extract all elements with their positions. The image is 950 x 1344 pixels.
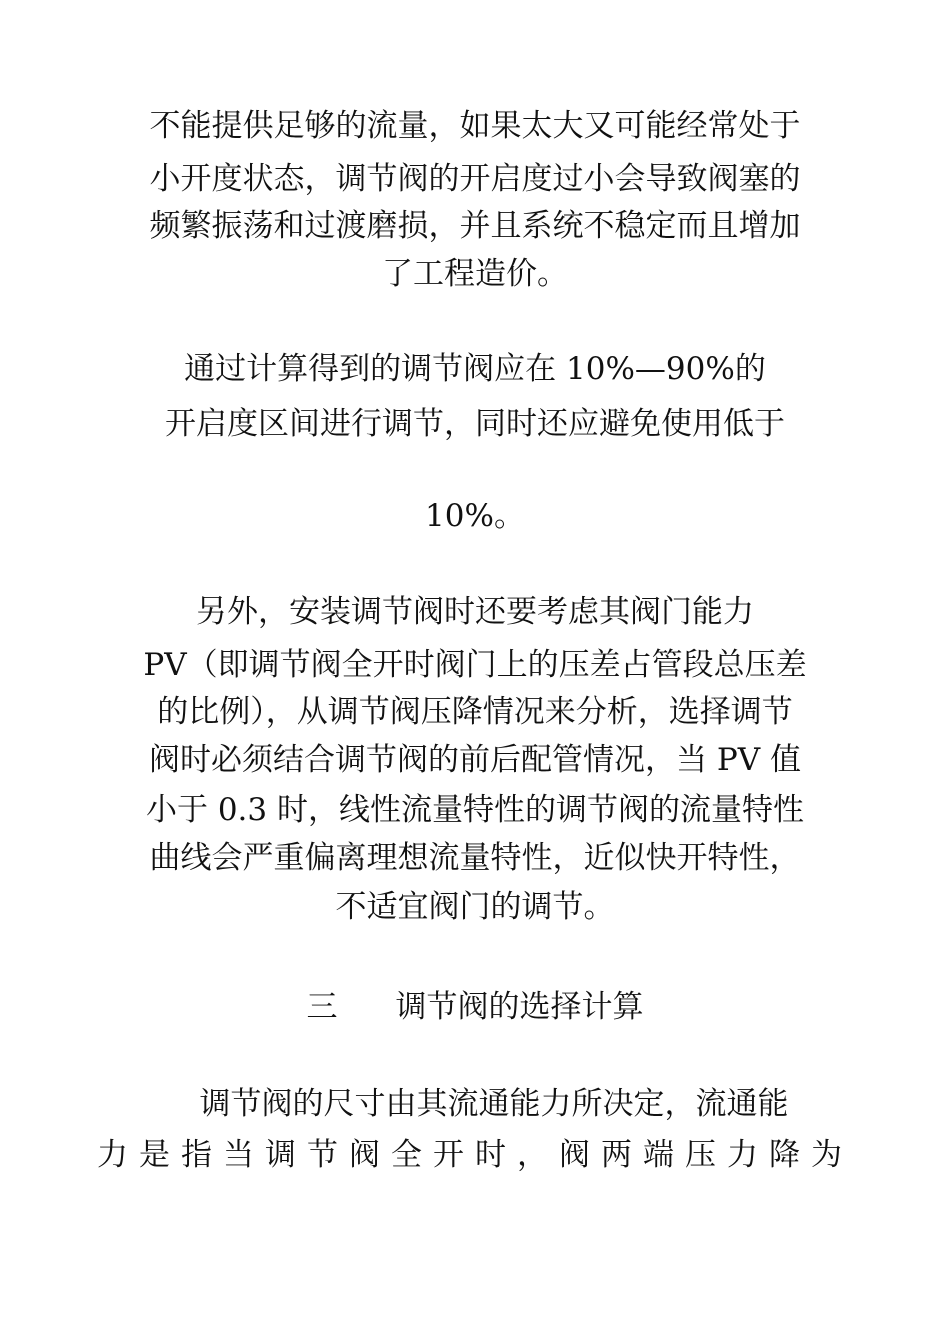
section-number: 三 (306, 989, 338, 1025)
paragraph-4-line-1: 调节阀的尺寸由其流通能力所决定，流通能 (199, 1086, 789, 1122)
paragraph-3-line-1: 另外，安装调节阀时还要考虑其阀门能力 (196, 594, 754, 630)
section-title: 调节阀的选择计算 (395, 989, 644, 1025)
paragraph-3-line-5: 小于 0.3 时，线性流量特性的调节阀的流量特性 (145, 792, 804, 828)
paragraph-3-line-7: 不适宜阀门的调节。 (335, 889, 615, 925)
paragraph-2-line-1: 通过计算得到的调节阀应在 10%—90%的 (184, 351, 766, 387)
paragraph-2-line-2: 开启度区间进行调节，同时还应避免使用低于 (165, 406, 785, 442)
paragraph-1-line-3: 频繁振荡和过渡磨损，并且系统不稳定而且增加 (149, 208, 801, 244)
paragraph-3-line-3: 的比例），从调节阀压降情况来分析，选择调节 (157, 694, 793, 730)
paragraph-3-line-4: 阀时必须结合调节阀的前后配管情况，当 PV 值 (149, 742, 801, 778)
paragraph-3-line-6: 曲线会严重偏离理想流量特性，近似快开特性， (149, 840, 801, 876)
paragraph-1-line-1: 不能提供足够的流量，如果太大又可能经常处于 (149, 108, 801, 144)
paragraph-2-line-3: 10%。 (425, 498, 525, 534)
paragraph-1-line-2: 小开度状态，调节阀的开启度过小会导致阀塞的 (149, 161, 801, 197)
paragraph-3-line-2: PV（即调节阀全开时阀门上的压差占管段总压差 (143, 647, 807, 683)
section-heading (0, 987, 950, 1027)
paragraph-4-line-2: 力是指当调节阀全开时，阀两端压力降为 (97, 1137, 853, 1173)
paragraph-1-line-4: 了工程造价。 (382, 256, 568, 292)
